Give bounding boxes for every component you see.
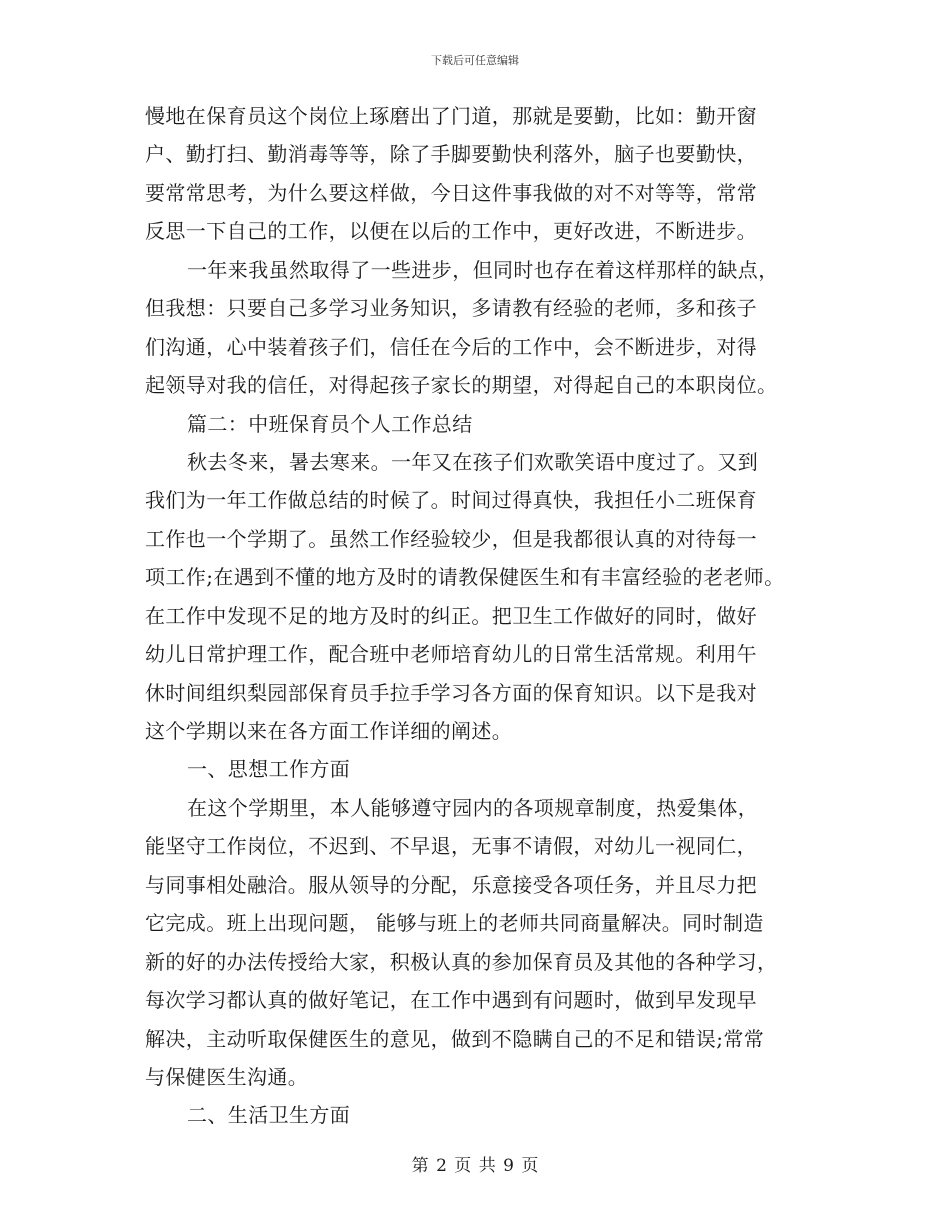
text-line: 起领导对我的信任，对得起孩子家长的期望，对得起自己的本职岗位。: [145, 373, 778, 398]
subsection-heading: 二、生活卫生方面: [187, 1103, 351, 1128]
text-line: 要常常思考，为什么要这样做，今日这件事我做的对不对等等，常常: [145, 180, 757, 205]
text-line: 在工作中发现不足的地方及时的纠正。把卫生工作做好的同时，做好: [145, 603, 757, 628]
text-line: 每次学习都认真的做好笔记，在工作中遇到有问题时，做到早发现早: [145, 988, 757, 1013]
text-line: 与保健医生沟通。: [145, 1064, 309, 1089]
text-line: 幼儿日常护理工作，配合班中老师培育幼儿的日常生活常规。利用午: [145, 642, 757, 667]
section-heading: 篇二：中班保育员个人工作总结: [187, 411, 473, 436]
subsection-heading: 一、思想工作方面: [187, 757, 351, 782]
paragraph-start-line: 在这个学期里，本人能够遵守园内的各项规章制度，热爱集体，: [187, 795, 759, 820]
text-line: 与同事相处融洽。服从领导的分配，乐意接受各项任务，并且尽力把: [145, 872, 757, 897]
text-line: 这个学期以来在各方面工作详细的阐述。: [145, 719, 513, 743]
text-line: 休时间组织梨园部保育员手拉手学习各方面的保育知识。以下是我对: [145, 680, 757, 705]
body-text: [145, 97, 805, 1135]
text-line: 户、勤打扫、勤消毒等等，除了手脚要勤快利落外，脑子也要勤快，: [145, 142, 757, 167]
text-line: 慢地在保育员这个岗位上琢磨出了门道，那就是要勤，比如：勤开窗: [145, 104, 757, 128]
page-footer: 第 2 页 共 9 页: [411, 1156, 539, 1176]
text-line: 们沟通，心中装着孩子们，信任在今后的工作中，会不断进步，对得: [145, 334, 757, 359]
page-header: 下载后可任意编辑: [431, 54, 519, 67]
text-line: 我们为一年工作做总结的时候了。时间过得真快，我担任小二班保育: [145, 488, 757, 513]
text-line: 但我想：只要自己多学习业务知识，多请教有经验的老师，多和孩子: [145, 296, 757, 321]
text-line: 解决，主动听取保健医生的意见，做到不隐瞒自己的不足和错误;常常: [145, 1026, 765, 1051]
text-line: 能坚守工作岗位，不迟到、不早退，无事不请假，对幼儿一视同仁，: [145, 834, 757, 859]
text-line: 它完成。班上出现问题， 能够与班上的老师共同商量解决。同时制造: [145, 911, 764, 936]
text-line: 工作也一个学期了。虽然工作经验较少，但是我都很认真的对待每一: [145, 526, 757, 551]
paragraph-start-line: 秋去冬来，暑去寒来。一年又在孩子们欢歌笑语中度过了。又到: [187, 449, 759, 474]
paragraph-start-line: 一年来我虽然取得了一些进步，但同时也存在着这样那样的缺点，: [187, 257, 779, 282]
text-line: 新的好的办法传授给大家，积极认真的参加保育员及其他的各种学习，: [145, 949, 778, 974]
text-line: 反思一下自己的工作，以便在以后的工作中，更好改进，不断进步。: [145, 219, 757, 244]
text-line: 项工作;在遇到不懂的地方及时的请教保健医生和有丰富经验的老老师。: [145, 565, 785, 590]
